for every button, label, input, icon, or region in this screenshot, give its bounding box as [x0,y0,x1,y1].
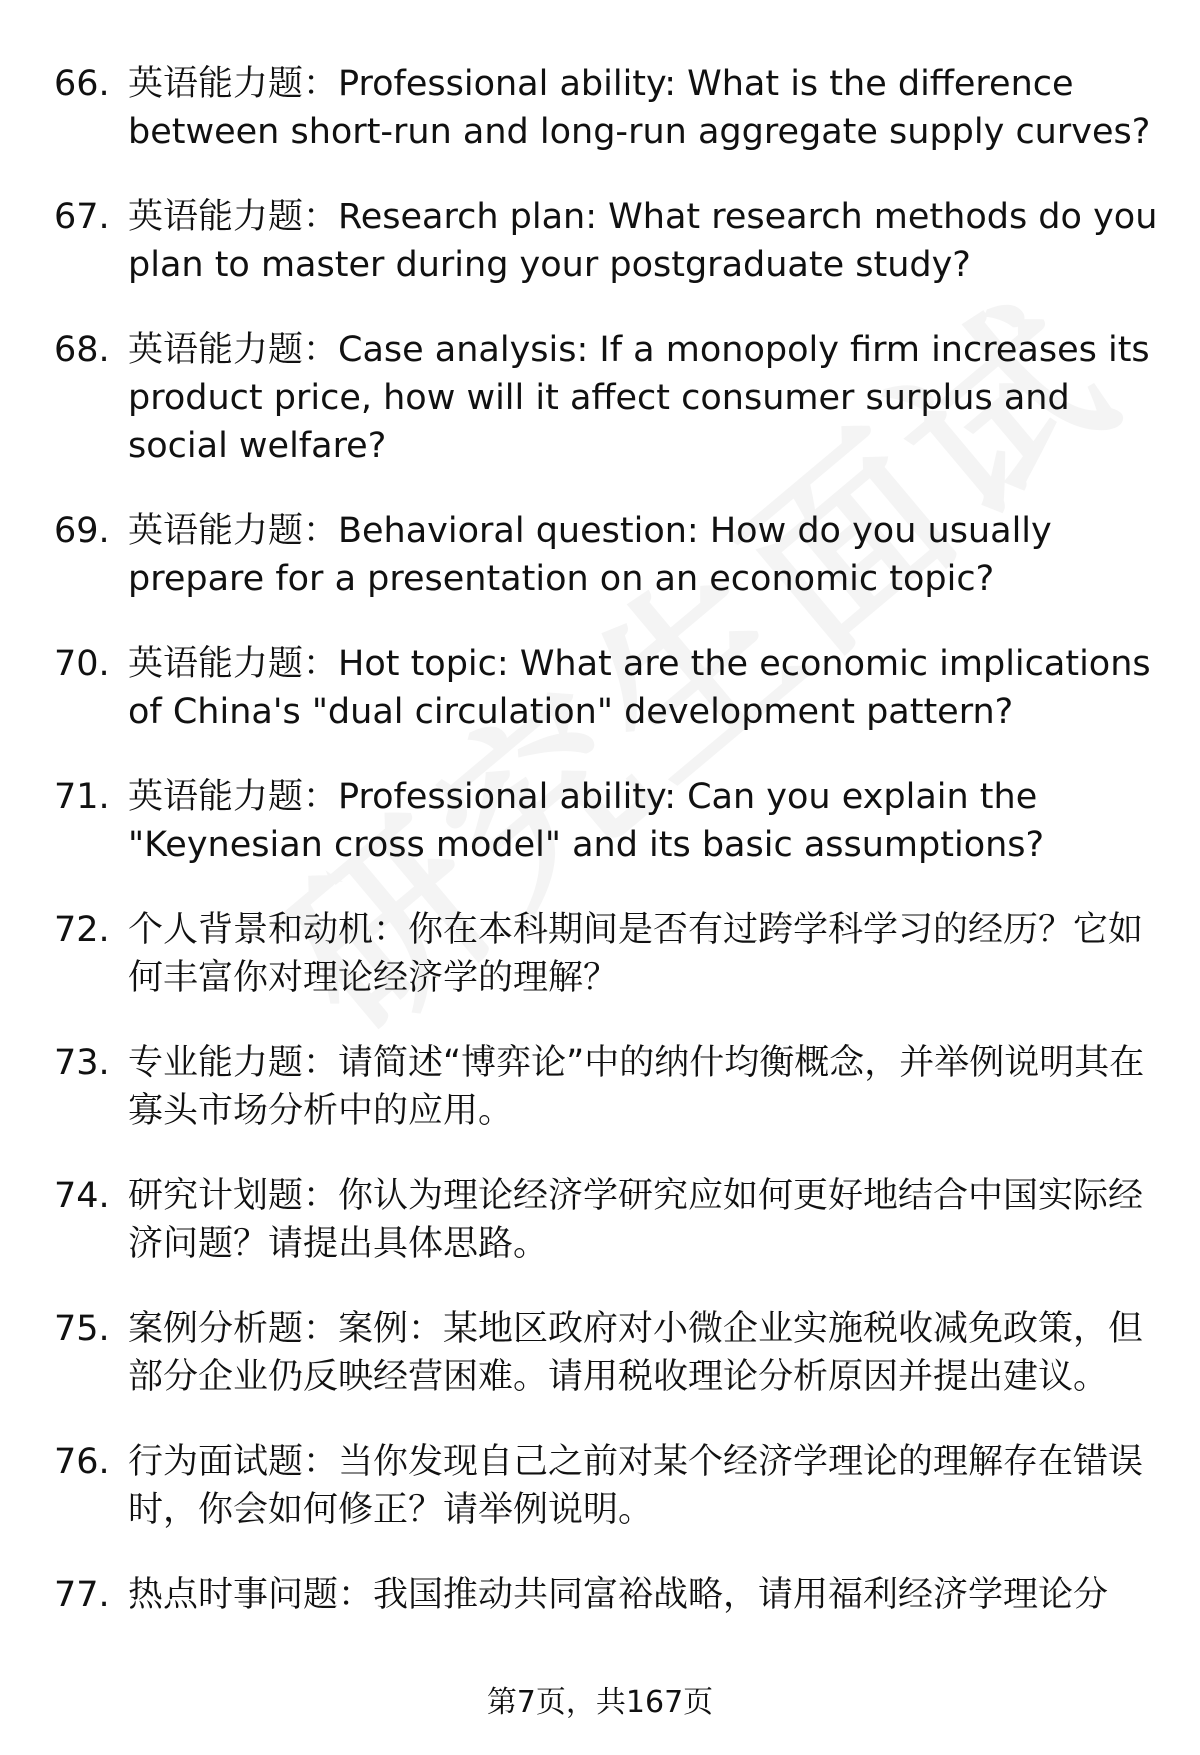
question-item-69 [0,507,1200,603]
question-text: 案例分析题：案例：某地区政府对小微企业实施税收减免政策，但部分企业仍反映经营困难。请用税收理论分析原因并提出建议。 [128,1309,1144,1397]
question-number: 66. [54,64,110,104]
question-list [0,60,1200,1656]
question-text: 行为面试题：当你发现自己之前对某个经济学理论的理解存在错误时，你会如何修正？请举例说明。 [128,1442,1144,1530]
question-item-75 [0,1305,1200,1401]
question-text: 研究计划题：你认为理论经济学研究应如何更好地结合中国实际经济问题？请提出具体思路。 [128,1176,1144,1264]
question-text: 英语能力题：Professional ability: Can you explain the "Keynesian cross model" and its basic assumptions? [128,777,1045,865]
question-text: 英语能力题：Hot topic: What are the economic implications of China's "dual circulation" development pattern? [128,644,1151,732]
question-number: 67. [54,197,110,237]
question-item-72 [0,906,1200,1002]
question-item-77 [0,1571,1200,1619]
question-number: 74. [54,1176,110,1216]
question-number: 72. [54,910,110,950]
question-number: 70. [54,644,110,684]
question-item-70 [0,640,1200,736]
question-number: 69. [54,511,110,551]
question-text: 热点时事问题：我国推动共同富裕战略，请用福利经济学理论分 [128,1575,1109,1615]
question-item-71 [0,773,1200,869]
question-item-74 [0,1172,1200,1268]
question-item-66 [0,60,1200,156]
question-item-68 [0,326,1200,470]
question-number: 76. [54,1442,110,1482]
question-number: 73. [54,1043,110,1083]
question-text: 英语能力题：Case analysis: If a monopoly firm increases its product price, how will it affect consumer surplus and social welfare? [128,330,1150,466]
question-text: 英语能力题：Research plan: What research methods do you plan to master during your postgraduate study? [128,197,1158,285]
question-item-76 [0,1438,1200,1534]
question-number: 68. [54,330,110,370]
question-item-73 [0,1039,1200,1135]
question-text: 英语能力题：Professional ability: What is the difference between short-run and long-run aggregate supply curves? [128,64,1151,152]
page-footer: 第7页，共167页 [486,1685,714,1720]
question-text: 英语能力题：Behavioral question: How do you usually prepare for a presentation on an economic topic? [128,511,1052,599]
question-item-67 [0,193,1200,289]
question-text: 专业能力题：请简述“博弈论”中的纳什均衡概念，并举例说明其在寡头市场分析中的应用。 [128,1043,1145,1131]
question-number: 75. [54,1309,110,1349]
question-number: 77. [54,1575,110,1615]
question-text: 个人背景和动机：你在本科期间是否有过跨学科学习的经历？它如何丰富你对理论经济学的理解？ [128,910,1144,998]
question-number: 71. [54,777,110,817]
